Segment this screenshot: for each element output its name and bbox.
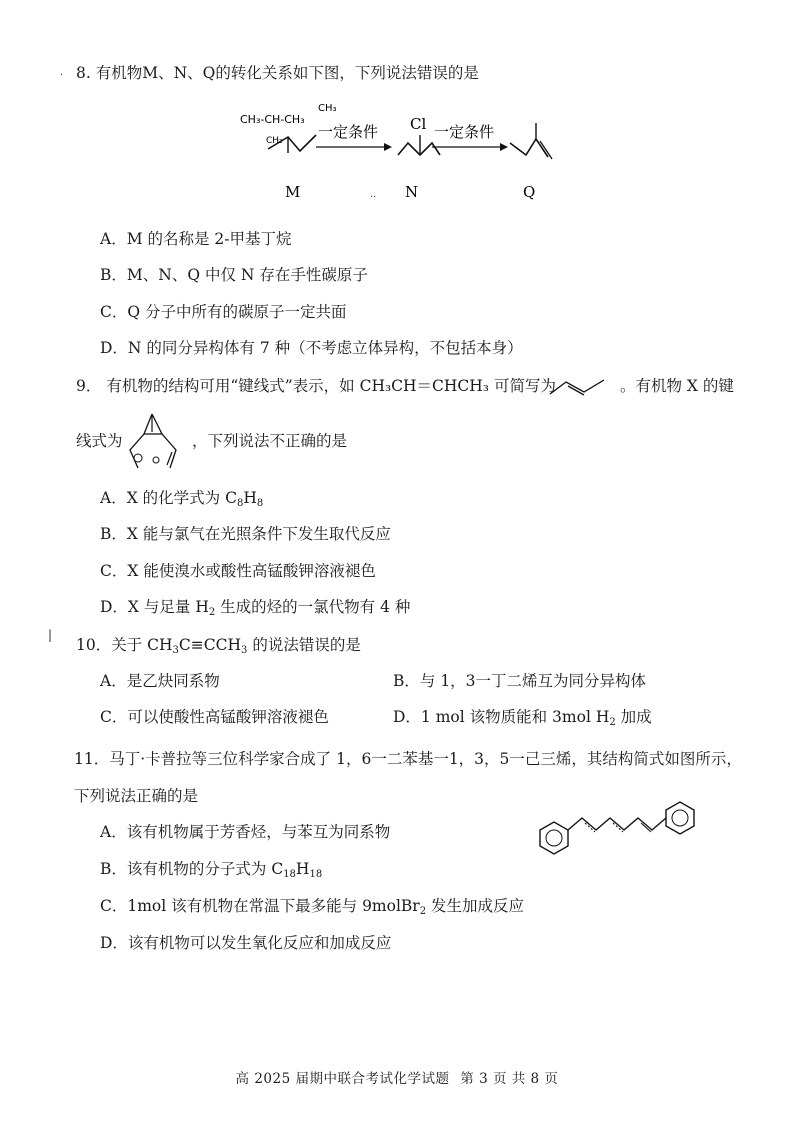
q10-option-a: A．是乙炔同系物 bbox=[100, 672, 220, 690]
q10-stem: 10．关于 $CH_3C\equiv CCH_3$ 的说法错误的是 bbox=[76, 636, 361, 656]
q8-option-a: A．M 的名称是 2-甲基丁烷 bbox=[100, 230, 292, 248]
q9-option-c: C．X 能使溴水或酸性高锰酸钾溶液褪色 bbox=[100, 562, 376, 580]
q10-option-b: B．与 1，3一丁二烯互为同分异构体 bbox=[393, 672, 647, 690]
q8-reaction-scheme bbox=[0, 95, 794, 215]
molecule-N-skeleton bbox=[398, 143, 440, 155]
handwritten-sub: CH₂ bbox=[266, 136, 283, 146]
stray-mark: ·· bbox=[370, 192, 377, 203]
q8-option-b: B．M、N、Q 中仅 N 存在手性碳原子 bbox=[100, 266, 368, 284]
stray-mark: · bbox=[60, 70, 64, 81]
label-M: M bbox=[285, 183, 301, 201]
handwritten-chain: CH₃-CH-CH₃ bbox=[240, 113, 305, 126]
q9-option-b: B．X 能与氯气在光照条件下发生取代反应 bbox=[100, 525, 391, 543]
q8-option-d: D．N 的同分异构体有 7 种（不考虑立体异构，不包括本身） bbox=[100, 339, 523, 357]
stray-mark: | bbox=[48, 628, 53, 642]
q9-stem-part2: 。有机物 X 的键 bbox=[620, 377, 734, 395]
footer-page: 第 3 页 共 8 页 bbox=[460, 1071, 559, 1087]
q8-stem bbox=[76, 63, 479, 83]
q9-stem-part4: ，下列说法不正确的是 bbox=[192, 432, 348, 450]
page-footer bbox=[0, 1067, 794, 1087]
condition-1: 一定条件 bbox=[318, 123, 379, 141]
q10-option-d: D．1 mol 该物质能和 3mol $H_2$ 加成 bbox=[393, 708, 652, 728]
q11-number: 11． bbox=[74, 750, 110, 768]
condition-2: 一定条件 bbox=[434, 123, 495, 141]
footer-title: 高 2025 届期中联合考试化学试题 bbox=[235, 1071, 450, 1087]
label-Q: Q bbox=[523, 183, 536, 201]
q8-stem-text: 有机物M、N、Q的转化关系如下图，下列说法错误的是 bbox=[95, 64, 479, 82]
q10-option-c: C．可以使酸性高锰酸钾溶液褪色 bbox=[100, 708, 329, 726]
q8-number: 8. bbox=[76, 64, 91, 82]
q11-option-a: A．该有机物属于芳香烃，与苯互为同系物 bbox=[100, 823, 391, 841]
butene-skeletal-example bbox=[548, 378, 618, 398]
handwritten-branch: CH₃ bbox=[318, 103, 337, 114]
q11-option-b: B．该有机物的分子式为 $C_{18}H_{18}$ bbox=[100, 860, 323, 880]
q8-option-c: C．Q 分子中所有的碳原子一定共面 bbox=[100, 303, 347, 321]
q9-stem-part1: 有机物的结构可用“键线式”表示，如 CH₃CH＝CHCH₃ 可简写为 bbox=[106, 377, 556, 395]
q10-number: 10． bbox=[76, 636, 112, 654]
arrow-2-head bbox=[500, 143, 508, 151]
q11-stem-2: 下列说法正确的是 bbox=[74, 787, 199, 805]
q11-option-c: C．1mol 该有机物在常温下最多能与 9molBr$_2$ 发生加成反应 bbox=[100, 897, 525, 917]
chlorine-label: Cl bbox=[410, 115, 427, 133]
q9-stem-line1 bbox=[76, 376, 556, 396]
arrow-1-head bbox=[384, 143, 392, 151]
q9-number: 9． bbox=[76, 377, 102, 395]
q11-option-d: D．该有机物可以发生氧化反应和加成反应 bbox=[100, 934, 392, 952]
q9-option-a: A．X 的化学式为 $C_8H_8$ bbox=[100, 489, 264, 509]
q9-stem-part3: 线式为 bbox=[76, 432, 123, 450]
label-N: N bbox=[405, 183, 419, 201]
q11-stem: 11．马丁·卡普拉等三位科学家合成了 1，6一二苯基一1，3，5一己三烯，其结构简式如图所示， bbox=[74, 750, 742, 768]
diphenylhexatriene-structure bbox=[530, 790, 730, 870]
q9-option-d: D．X 与足量 $H_2$ 生成的烃的一氯代物有 4 种 bbox=[100, 598, 411, 618]
molecule-X-structure bbox=[124, 410, 194, 472]
molecule-Q-double bbox=[540, 141, 552, 159]
molecule-Q-skeleton bbox=[510, 139, 548, 157]
